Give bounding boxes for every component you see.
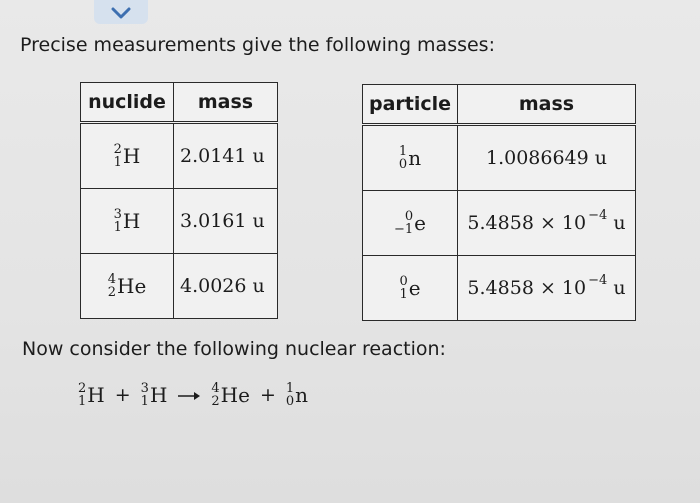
mass-value: 3.0161 u xyxy=(174,189,278,254)
nuclide-h2: 2 1 H xyxy=(113,142,141,170)
particle-neutron: 1 0 n xyxy=(398,144,422,172)
particle-positron: 0 1 e xyxy=(399,274,421,302)
intro-text: Precise measurements give the following masses: xyxy=(20,34,495,56)
mass-value: 5.4858 × 10 $^{-4}$ u xyxy=(458,191,636,256)
table-row xyxy=(81,189,278,254)
reactant-h3: 3 1 H xyxy=(140,381,168,409)
mass-header: mass xyxy=(458,85,636,125)
nuclide-header: nuclide xyxy=(81,83,174,123)
mass-value: 1.0086649 u xyxy=(458,125,636,191)
reaction-intro-text: Now consider the following nuclear reaction: xyxy=(22,338,446,360)
plus-sign: + xyxy=(259,384,276,406)
product-he4: 4 2 He xyxy=(211,381,250,409)
particle-header: particle xyxy=(363,85,458,125)
table-row xyxy=(363,256,636,321)
chevron-down-icon xyxy=(110,6,132,20)
nuclear-reaction-equation xyxy=(78,382,308,408)
table-row xyxy=(363,125,636,191)
nuclide-he4: 4 2 He xyxy=(107,272,147,300)
mass-value: 4.0026 u xyxy=(174,254,278,319)
mass-value: 2.0141 u xyxy=(174,123,278,189)
nuclide-table xyxy=(80,82,278,319)
particle-table xyxy=(362,84,636,321)
mass-value: 5.4858 × 10 $^{-4}$ u xyxy=(458,256,636,321)
reactant-h2: 2 1 H xyxy=(78,381,105,409)
table-row xyxy=(363,191,636,256)
nuclide-h3: 3 1 H xyxy=(113,207,141,235)
table-row xyxy=(81,123,278,189)
plus-sign: + xyxy=(114,384,131,406)
table-row xyxy=(81,254,278,319)
product-neutron: 1 0 n xyxy=(285,381,309,409)
collapse-button[interactable] xyxy=(94,0,148,24)
particle-electron: 0 −1 e xyxy=(393,209,426,237)
reaction-arrow-icon xyxy=(177,386,201,405)
mass-header: mass xyxy=(174,83,278,123)
